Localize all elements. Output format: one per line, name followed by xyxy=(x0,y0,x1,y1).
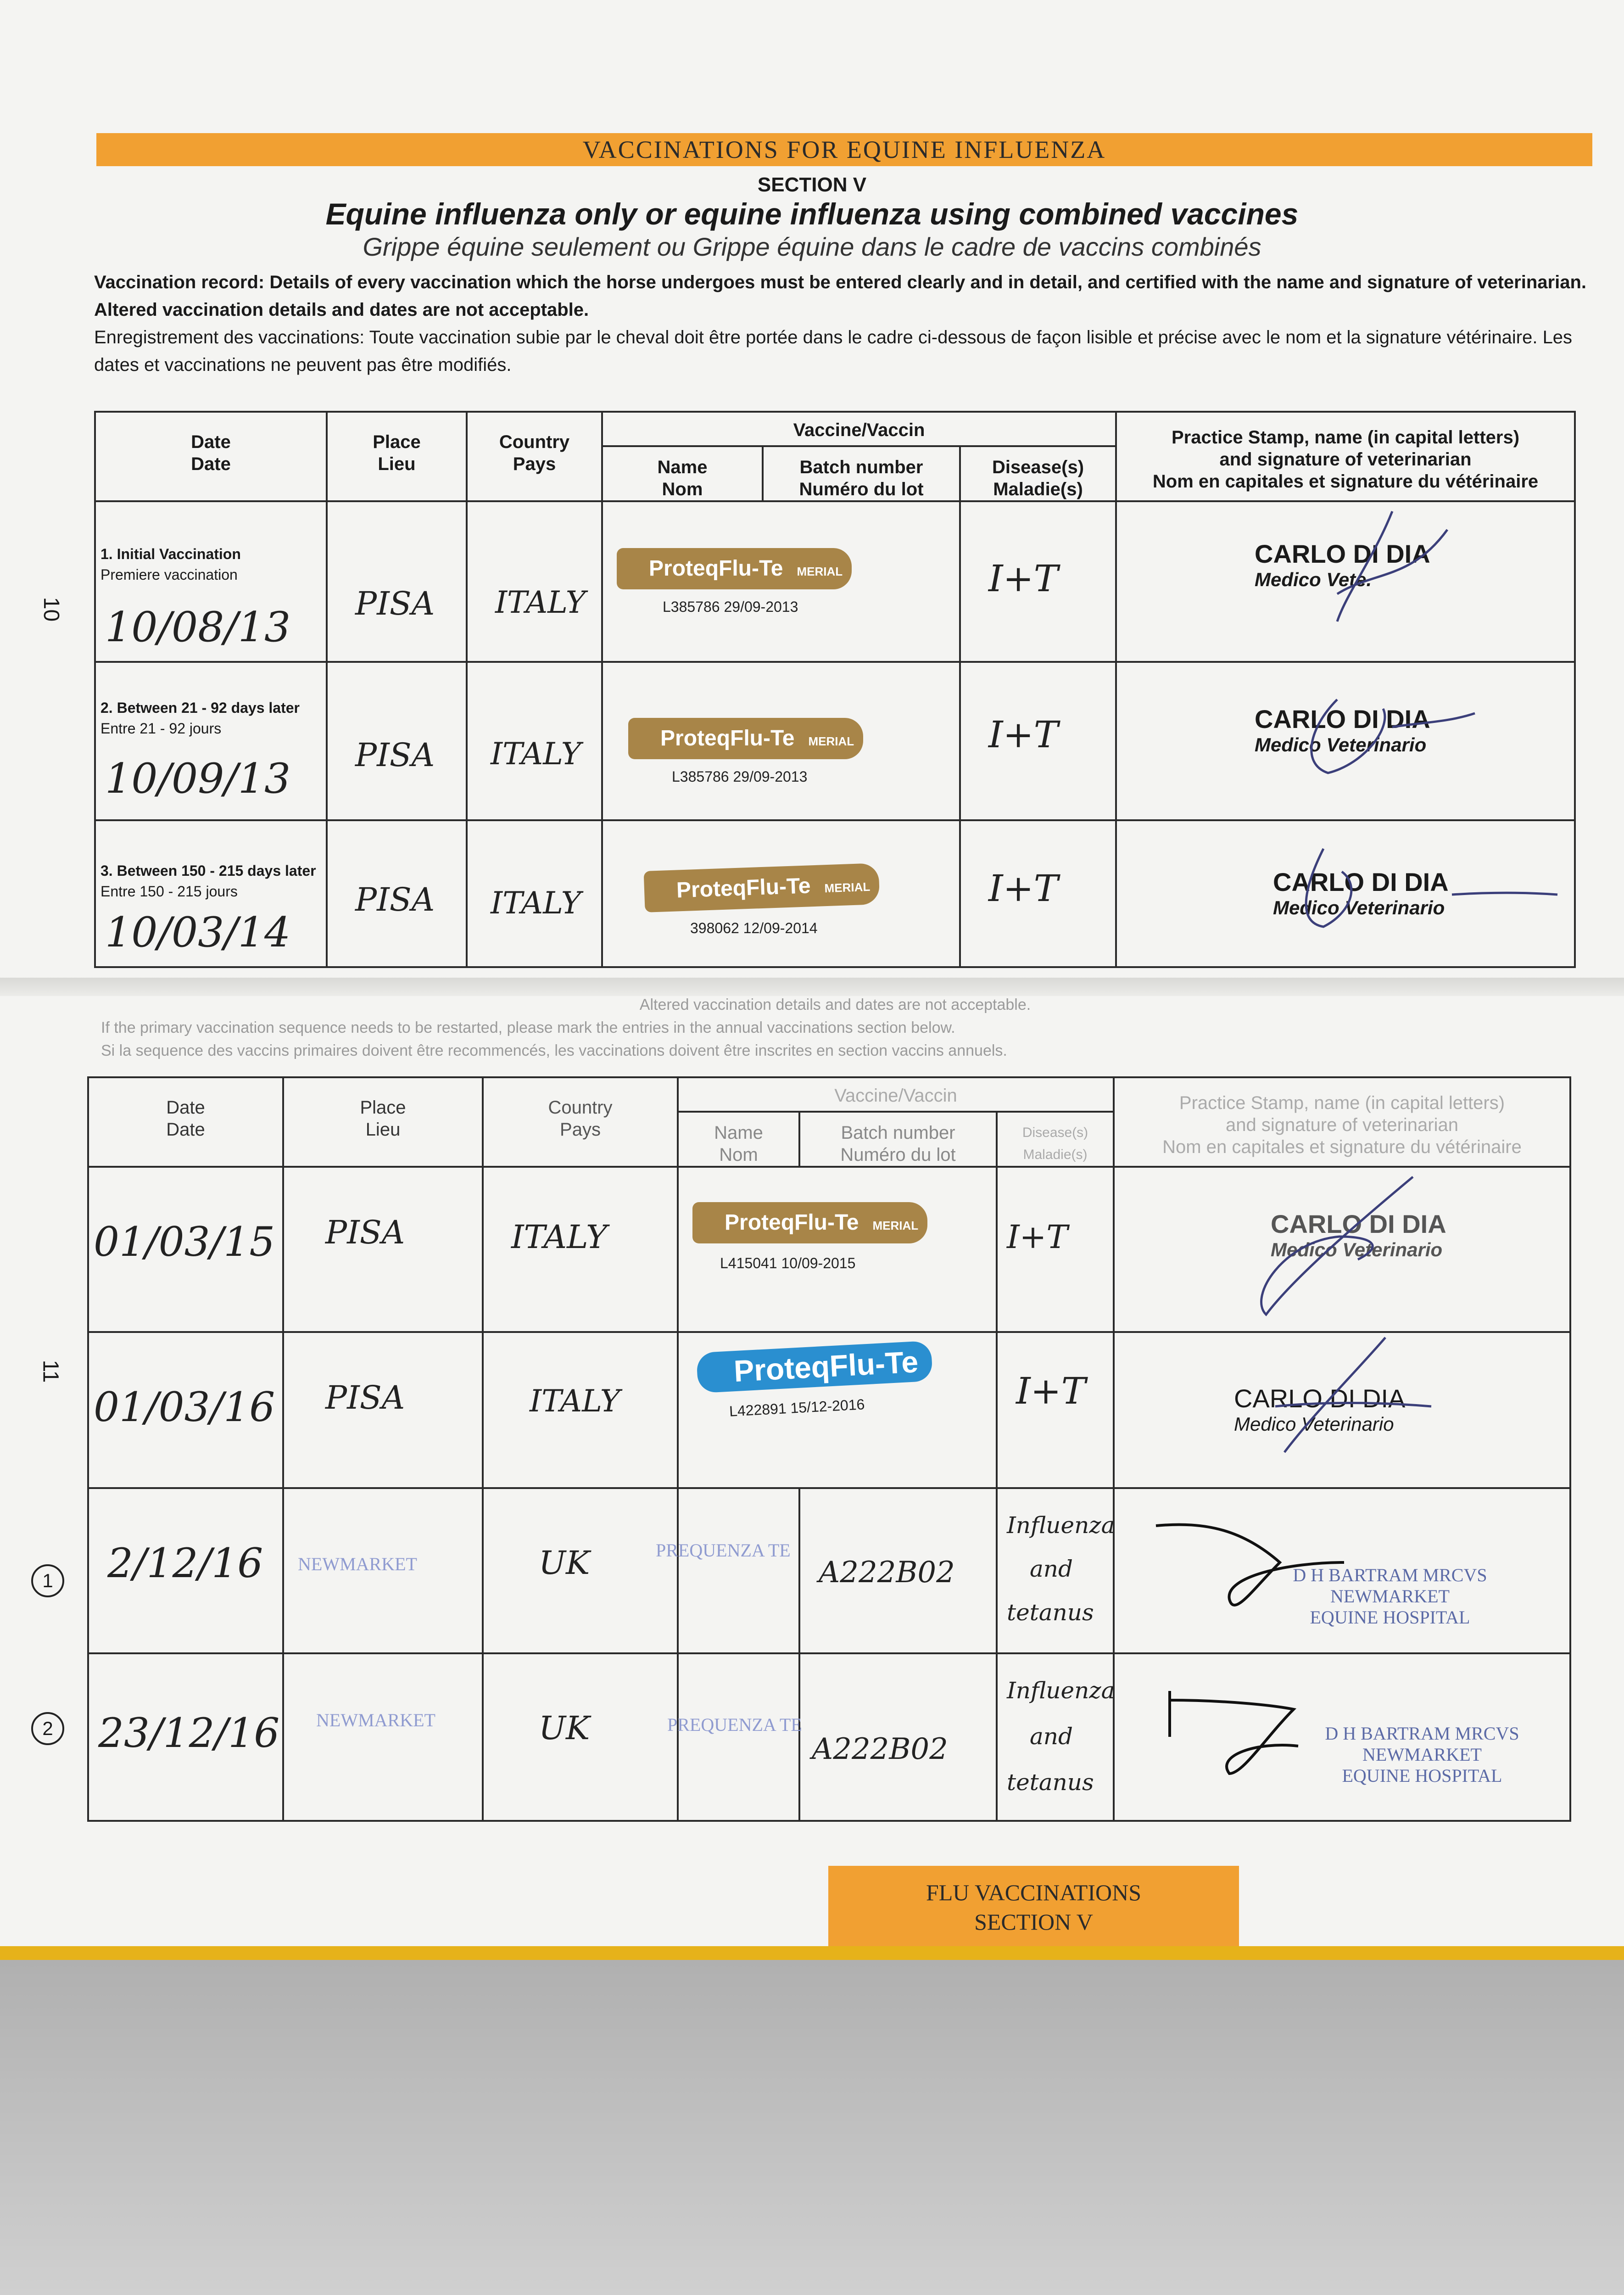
col-batch-fr: Numéro du lot xyxy=(840,1145,956,1165)
col-batch: Batch number xyxy=(799,457,923,477)
vet-address-1: NEWMARKET xyxy=(1362,1744,1482,1765)
vaccine-maker: MERIAL xyxy=(797,565,843,578)
col-date-fr: Date xyxy=(191,454,231,474)
vaccine-sticker xyxy=(692,1202,927,1243)
vaccination-country: ITALY xyxy=(495,585,586,620)
batch-number: L415041 10/09-2015 xyxy=(720,1255,856,1271)
page-fold xyxy=(0,978,1624,996)
disease-line-1: Influenza xyxy=(1007,1677,1115,1704)
vaccination-date: 10/09/13 xyxy=(105,755,291,803)
vet-title: Medico Veterinario xyxy=(1271,1239,1443,1260)
col-place-fr: Lieu xyxy=(378,454,416,474)
col-disease-fr: Maladie(s) xyxy=(993,479,1083,499)
col-practice-fr: Nom en capitales et signature du vétérinaire xyxy=(1162,1137,1522,1157)
section-label: SECTION V xyxy=(757,174,867,196)
vaccination-place: NEWMARKET xyxy=(316,1710,435,1730)
row-label-fr: Entre 21 - 92 jours xyxy=(100,720,222,737)
footer-tab xyxy=(828,1866,1239,1948)
col-name: Name xyxy=(657,457,708,477)
vet-name: D H BARTRAM MRCVS xyxy=(1325,1723,1519,1744)
col-practice: Practice Stamp, name (in capital letters) xyxy=(1171,427,1520,448)
vaccine-name: ProteqFlu-Te xyxy=(733,1344,919,1388)
vaccination-date: 23/12/16 xyxy=(98,1709,280,1757)
signature xyxy=(1220,1168,1477,1324)
col-place: Place xyxy=(360,1097,406,1118)
table-row xyxy=(88,1332,1570,1488)
table-row xyxy=(95,662,1575,820)
col-disease: Disease(s) xyxy=(992,457,1084,477)
faded-line-3: Si la sequence des vaccins primaires doivent être recommencés, les vaccinations doivent être inscrites en section vaccins annuels. xyxy=(101,1042,1007,1059)
vaccination-place: PISA xyxy=(355,881,435,918)
footer-line-1: FLU VACCINATIONS xyxy=(926,1880,1142,1905)
vaccine-sticker xyxy=(696,1341,933,1394)
row-label-fr: Entre 150 - 215 jours xyxy=(100,883,238,900)
disease-line-2: and xyxy=(1030,1556,1073,1582)
vaccination-date: 10/08/13 xyxy=(105,603,291,651)
disease: I+T xyxy=(1007,1218,1068,1256)
vaccine-name: ProteqFlu-Te xyxy=(649,556,783,581)
signature xyxy=(1151,1682,1381,1801)
disease-line-2: and xyxy=(1030,1723,1073,1750)
col-date: Date xyxy=(166,1097,205,1118)
instructions-en: Vaccination record: Details of every vaccination which the horse undergoes must be entered clearly and in detail, and certified with the name and signature of veterinarian. Altered vaccination details and dates are not acceptable. xyxy=(94,272,1586,320)
vet-name: CARLO DI DIA xyxy=(1273,868,1449,896)
row-label: 3. Between 150 - 215 days later xyxy=(100,862,316,879)
vaccination-place: PISA xyxy=(325,1379,405,1416)
col-practice-fr: Nom en capitales et signature du vétérinaire xyxy=(1152,471,1539,492)
batch-number: L385786 29/09-2013 xyxy=(672,768,808,785)
col-vaccine: Vaccine/Vaccin xyxy=(834,1086,957,1106)
disease-line-3: tetanus xyxy=(1007,1599,1094,1626)
faded-line-2: If the primary vaccination sequence needs to be restarted, please mark the entries in the annual vaccinations section below. xyxy=(101,1019,955,1036)
vaccine-sticker xyxy=(644,863,880,912)
col-batch: Batch number xyxy=(841,1123,955,1143)
batch-number: L385786 29/09-2013 xyxy=(663,599,798,615)
vaccine-maker: MERIAL xyxy=(872,1219,919,1232)
col-country-fr: Pays xyxy=(560,1120,601,1140)
vaccination-date: 01/03/15 xyxy=(94,1218,275,1265)
col-place: Place xyxy=(373,432,421,452)
table-row xyxy=(88,1488,1570,1653)
vet-name: CARLO DI DIA xyxy=(1255,705,1430,733)
col-practice-2: and signature of veterinarian xyxy=(1226,1115,1458,1135)
col-name: Name xyxy=(714,1123,763,1143)
col-disease-fr: Maladie(s) xyxy=(1023,1147,1088,1162)
batch-number: L422891 15/12-2016 xyxy=(729,1396,865,1420)
table-row xyxy=(88,1653,1570,1821)
col-country: Country xyxy=(499,432,570,452)
annual-vaccination-table xyxy=(87,1076,1571,1822)
col-date: Date xyxy=(191,432,231,452)
disease-line-1: Influenza xyxy=(1007,1512,1115,1539)
page-number-11: 11 xyxy=(38,1360,63,1383)
table-row xyxy=(95,820,1575,967)
vet-address-1: NEWMARKET xyxy=(1330,1586,1450,1606)
vet-address-2: EQUINE HOSPITAL xyxy=(1310,1607,1470,1628)
col-country-fr: Pays xyxy=(513,454,556,474)
signature xyxy=(1268,830,1562,950)
table-row xyxy=(95,501,1575,662)
vaccine-name: PREQUENZA TE xyxy=(667,1714,802,1735)
vet-address-2: EQUINE HOSPITAL xyxy=(1342,1765,1502,1786)
scanner-background xyxy=(0,1960,1624,2295)
batch-number: 398062 12/09-2014 xyxy=(690,920,818,936)
row-marker-2: 2 xyxy=(31,1712,64,1745)
vaccination-date: 01/03/16 xyxy=(94,1383,275,1431)
vaccination-place: NEWMARKET xyxy=(298,1554,417,1574)
vet-title: Medico Vete. xyxy=(1255,569,1372,590)
vet-name: CARLO DI DIA xyxy=(1255,539,1430,568)
col-batch-fr: Numéro du lot xyxy=(799,479,924,499)
row-label: 1. Initial Vaccination xyxy=(100,546,241,562)
disease: I+T xyxy=(1016,1370,1086,1412)
vet-title: Medico Veterinario xyxy=(1234,1413,1394,1435)
vaccine-name: ProteqFlu-Te xyxy=(725,1210,859,1235)
passport-cover-edge xyxy=(0,1946,1624,1960)
page-banner: VACCINATIONS FOR EQUINE INFLUENZA xyxy=(96,133,1592,166)
vaccination-country: ITALY xyxy=(491,736,581,772)
footer-line-2: SECTION V xyxy=(974,1909,1093,1935)
disease: I+T xyxy=(988,713,1058,756)
vet-title: Medico Veterinario xyxy=(1255,734,1427,756)
page-number-10: 10 xyxy=(39,597,64,622)
vaccination-date: 2/12/16 xyxy=(107,1539,263,1587)
vaccine-name: PREQUENZA TE xyxy=(656,1540,791,1561)
signature xyxy=(1151,1507,1473,1627)
col-place-fr: Lieu xyxy=(365,1120,401,1140)
vet-name: CARLO DI DIA xyxy=(1271,1209,1446,1238)
col-disease: Disease(s) xyxy=(1022,1125,1088,1140)
disease: I+T xyxy=(988,867,1058,910)
row-marker-1: 1 xyxy=(31,1564,64,1597)
batch-number: A222B02 xyxy=(819,1556,955,1590)
vaccine-maker: MERIAL xyxy=(808,734,854,748)
page-title: Equine influenza only or equine influenza using combined vaccines xyxy=(325,197,1299,231)
table-row xyxy=(88,1167,1570,1332)
vet-name: D H BARTRAM MRCVS xyxy=(1293,1565,1487,1585)
faded-line-1: Altered vaccination details and dates are not acceptable. xyxy=(639,996,1031,1013)
disease: I+T xyxy=(988,557,1058,600)
vaccination-date: 10/03/14 xyxy=(105,908,291,957)
instructions-fr: Enregistrement des vaccinations: Toute vaccination subie par le cheval doit être portée dans le cadre ci-dessous de façon lisible et précise avec le nom et la signature vétérinaire. Les dates et vaccinations ne peuvent pas être modifiés. xyxy=(94,327,1573,375)
vaccination-country: UK xyxy=(539,1709,590,1747)
col-name-fr: Nom xyxy=(662,479,703,499)
col-country: Country xyxy=(548,1097,613,1118)
vet-title: Medico Veterinario xyxy=(1273,897,1445,918)
vaccination-place: PISA xyxy=(355,736,435,774)
signature xyxy=(1220,1333,1477,1480)
page-subtitle: Grippe équine seulement ou Grippe équine dans le cadre de vaccins combinés xyxy=(363,232,1261,261)
vaccination-country: ITALY xyxy=(530,1383,620,1419)
vaccine-sticker xyxy=(628,718,863,759)
vaccination-place: PISA xyxy=(355,585,435,622)
col-practice-2: and signature of veterinarian xyxy=(1219,449,1472,470)
vaccine-sticker xyxy=(617,548,852,589)
col-date-fr: Date xyxy=(166,1120,205,1140)
col-practice: Practice Stamp, name (in capital letters) xyxy=(1179,1093,1505,1113)
col-name-fr: Nom xyxy=(719,1145,758,1165)
row-label: 2. Between 21 - 92 days later xyxy=(100,700,300,716)
vaccination-place: PISA xyxy=(325,1214,405,1251)
vaccine-name: ProteqFlu-Te xyxy=(660,726,795,750)
vet-name: CARLO DI DIA xyxy=(1234,1384,1406,1413)
primary-vaccination-table xyxy=(94,411,1576,968)
vaccine-maker: MERIAL xyxy=(824,879,871,896)
signature xyxy=(1255,502,1484,640)
vaccine-name: ProteqFlu-Te xyxy=(676,873,811,903)
batch-number: A222B02 xyxy=(812,1732,948,1766)
row-label-fr: Premiere vaccination xyxy=(100,566,238,583)
disease-line-3: tetanus xyxy=(1007,1769,1094,1796)
vaccination-country: UK xyxy=(539,1544,590,1582)
signature xyxy=(1255,672,1484,791)
vaccination-country: ITALY xyxy=(491,885,581,921)
col-vaccine: Vaccine/Vaccin xyxy=(793,420,925,440)
vaccination-country: ITALY xyxy=(511,1218,608,1256)
